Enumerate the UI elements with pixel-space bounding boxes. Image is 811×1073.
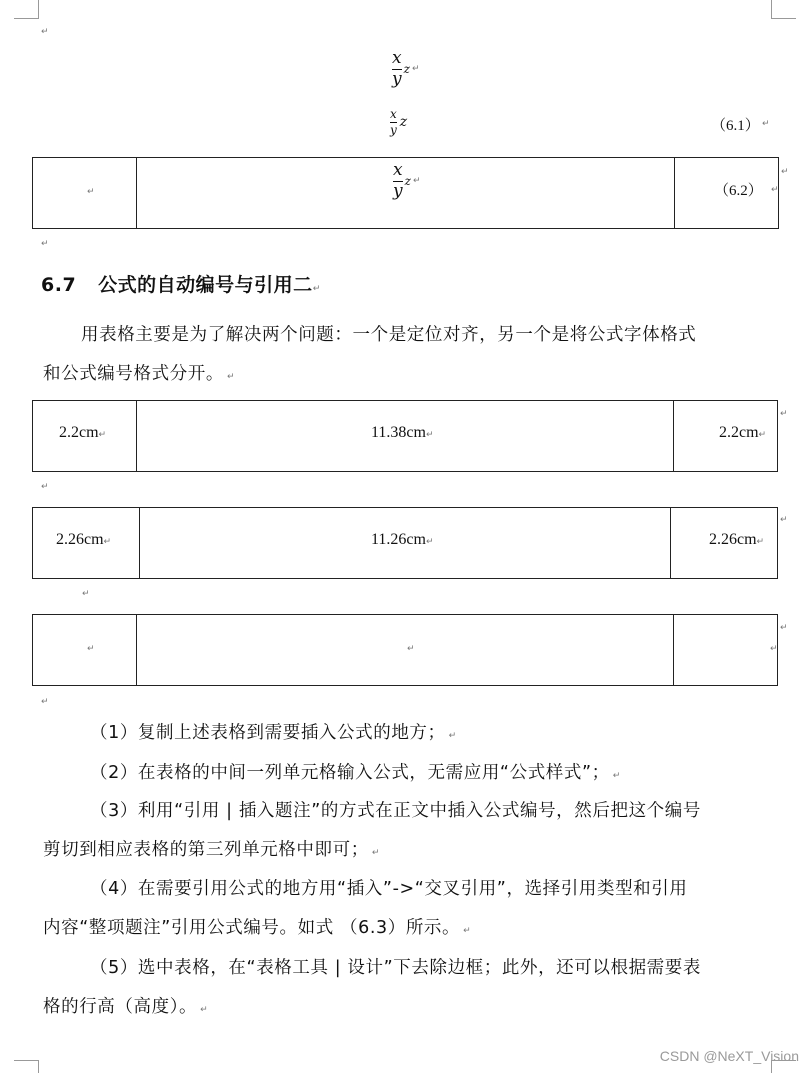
paragraph-mark: ↵ xyxy=(781,167,789,177)
paragraph-mark: ↵ xyxy=(87,644,95,654)
paragraph-mark: ↵ xyxy=(411,63,420,74)
equation-number-6-1: （6.1） xyxy=(711,118,760,134)
eq-numerator: x xyxy=(392,48,402,68)
step-4-line-2: 内容“整项题注”引用公式编号。如式 （6.3）所示。 ↵ xyxy=(43,918,472,938)
step-5-line-1: （5）选中表格，在“表格工具 | 设计”下去除边框；此外，还可以根据需要表 xyxy=(90,958,701,978)
paragraph-mark: ↵ xyxy=(41,239,49,249)
column-divider xyxy=(136,158,137,228)
step-3-line-2: 剪切到相应表格的第三列单元格中即可； ↵ xyxy=(43,840,380,860)
eq-numerator: x xyxy=(390,107,397,121)
paragraph-mark: ↵ xyxy=(312,284,321,294)
column-divider xyxy=(139,508,140,578)
paragraph-mark: ↵ xyxy=(41,482,49,492)
paragraph-mark: ↵ xyxy=(780,409,788,419)
paragraph-mark: ↵ xyxy=(780,515,788,525)
intro-line-2: 和公式编号格式分开。 ↵ xyxy=(43,364,236,384)
table-cell: 2.2cm↵ xyxy=(59,424,107,441)
eq-variable: z xyxy=(404,174,411,189)
step-5-line-2: 格的行高（高度）。 ↵ xyxy=(43,997,209,1017)
section-number: 6.7 xyxy=(41,274,77,296)
layout-table-1 xyxy=(32,400,778,472)
paragraph-mark: ↵ xyxy=(780,623,788,633)
table-cell: 2.26cm↵ xyxy=(56,531,112,548)
section-title: 公式的自动编号与引用二 xyxy=(98,274,313,296)
step-2: （2）在表格的中间一列单元格输入公式，无需应用“公式样式”； ↵ xyxy=(90,763,621,783)
eq-variable: z xyxy=(399,114,408,131)
layout-table-3 xyxy=(32,614,778,686)
eq-denominator: y xyxy=(392,68,402,89)
table-cell: 2.26cm↵ xyxy=(709,531,765,548)
equation-inline-fraction xyxy=(390,108,407,136)
equation-number-6-2: （6.2） xyxy=(714,183,763,199)
column-divider xyxy=(136,615,137,685)
column-divider xyxy=(136,401,137,471)
paragraph-mark: ↵ xyxy=(41,697,49,707)
eq-numerator: x xyxy=(393,160,403,180)
table-cell: 11.38cm↵ xyxy=(371,424,434,441)
layout-table-2 xyxy=(32,507,778,579)
equation-fraction xyxy=(392,50,419,89)
equation-fraction xyxy=(393,162,420,201)
column-divider xyxy=(674,158,675,228)
column-divider xyxy=(670,508,671,578)
crop-mark-top-left xyxy=(14,0,39,19)
paragraph-mark: ↵ xyxy=(770,644,778,654)
watermark: CSDN @NeXT_Vision xyxy=(659,1048,799,1064)
section-heading xyxy=(41,270,321,297)
step-1: （1）复制上述表格到需要插入公式的地方； ↵ xyxy=(90,723,457,743)
paragraph-mark: ↵ xyxy=(762,119,770,129)
table-cell: 11.26cm↵ xyxy=(371,531,434,548)
paragraph-mark: ↵ xyxy=(87,187,95,197)
crop-mark-top-right xyxy=(771,0,796,19)
paragraph-mark: ↵ xyxy=(41,27,49,37)
eq-denominator: y xyxy=(393,180,403,201)
step-3-line-1: （3）利用“引用 | 插入题注”的方式在正文中插入公式编号，然后把这个编号 xyxy=(90,801,701,821)
paragraph-mark: ↵ xyxy=(771,185,779,195)
crop-mark-bottom-left xyxy=(14,1060,39,1073)
column-divider xyxy=(673,401,674,471)
table-cell: 2.2cm↵ xyxy=(719,424,767,441)
equation-table-6-2 xyxy=(32,157,779,229)
step-4-line-1: （4）在需要引用公式的地方用“插入”->“交叉引用”，选择引用类型和引用 xyxy=(90,879,688,899)
paragraph-mark: ↵ xyxy=(412,175,421,186)
paragraph-mark: ↵ xyxy=(82,589,90,599)
paragraph-mark: ↵ xyxy=(407,644,415,654)
intro-line-1: 用表格主要是为了解决两个问题：一个是定位对齐，另一个是将公式字体格式 xyxy=(81,325,697,345)
column-divider xyxy=(673,615,674,685)
eq-denominator: y xyxy=(390,122,397,137)
eq-variable: z xyxy=(403,62,410,77)
